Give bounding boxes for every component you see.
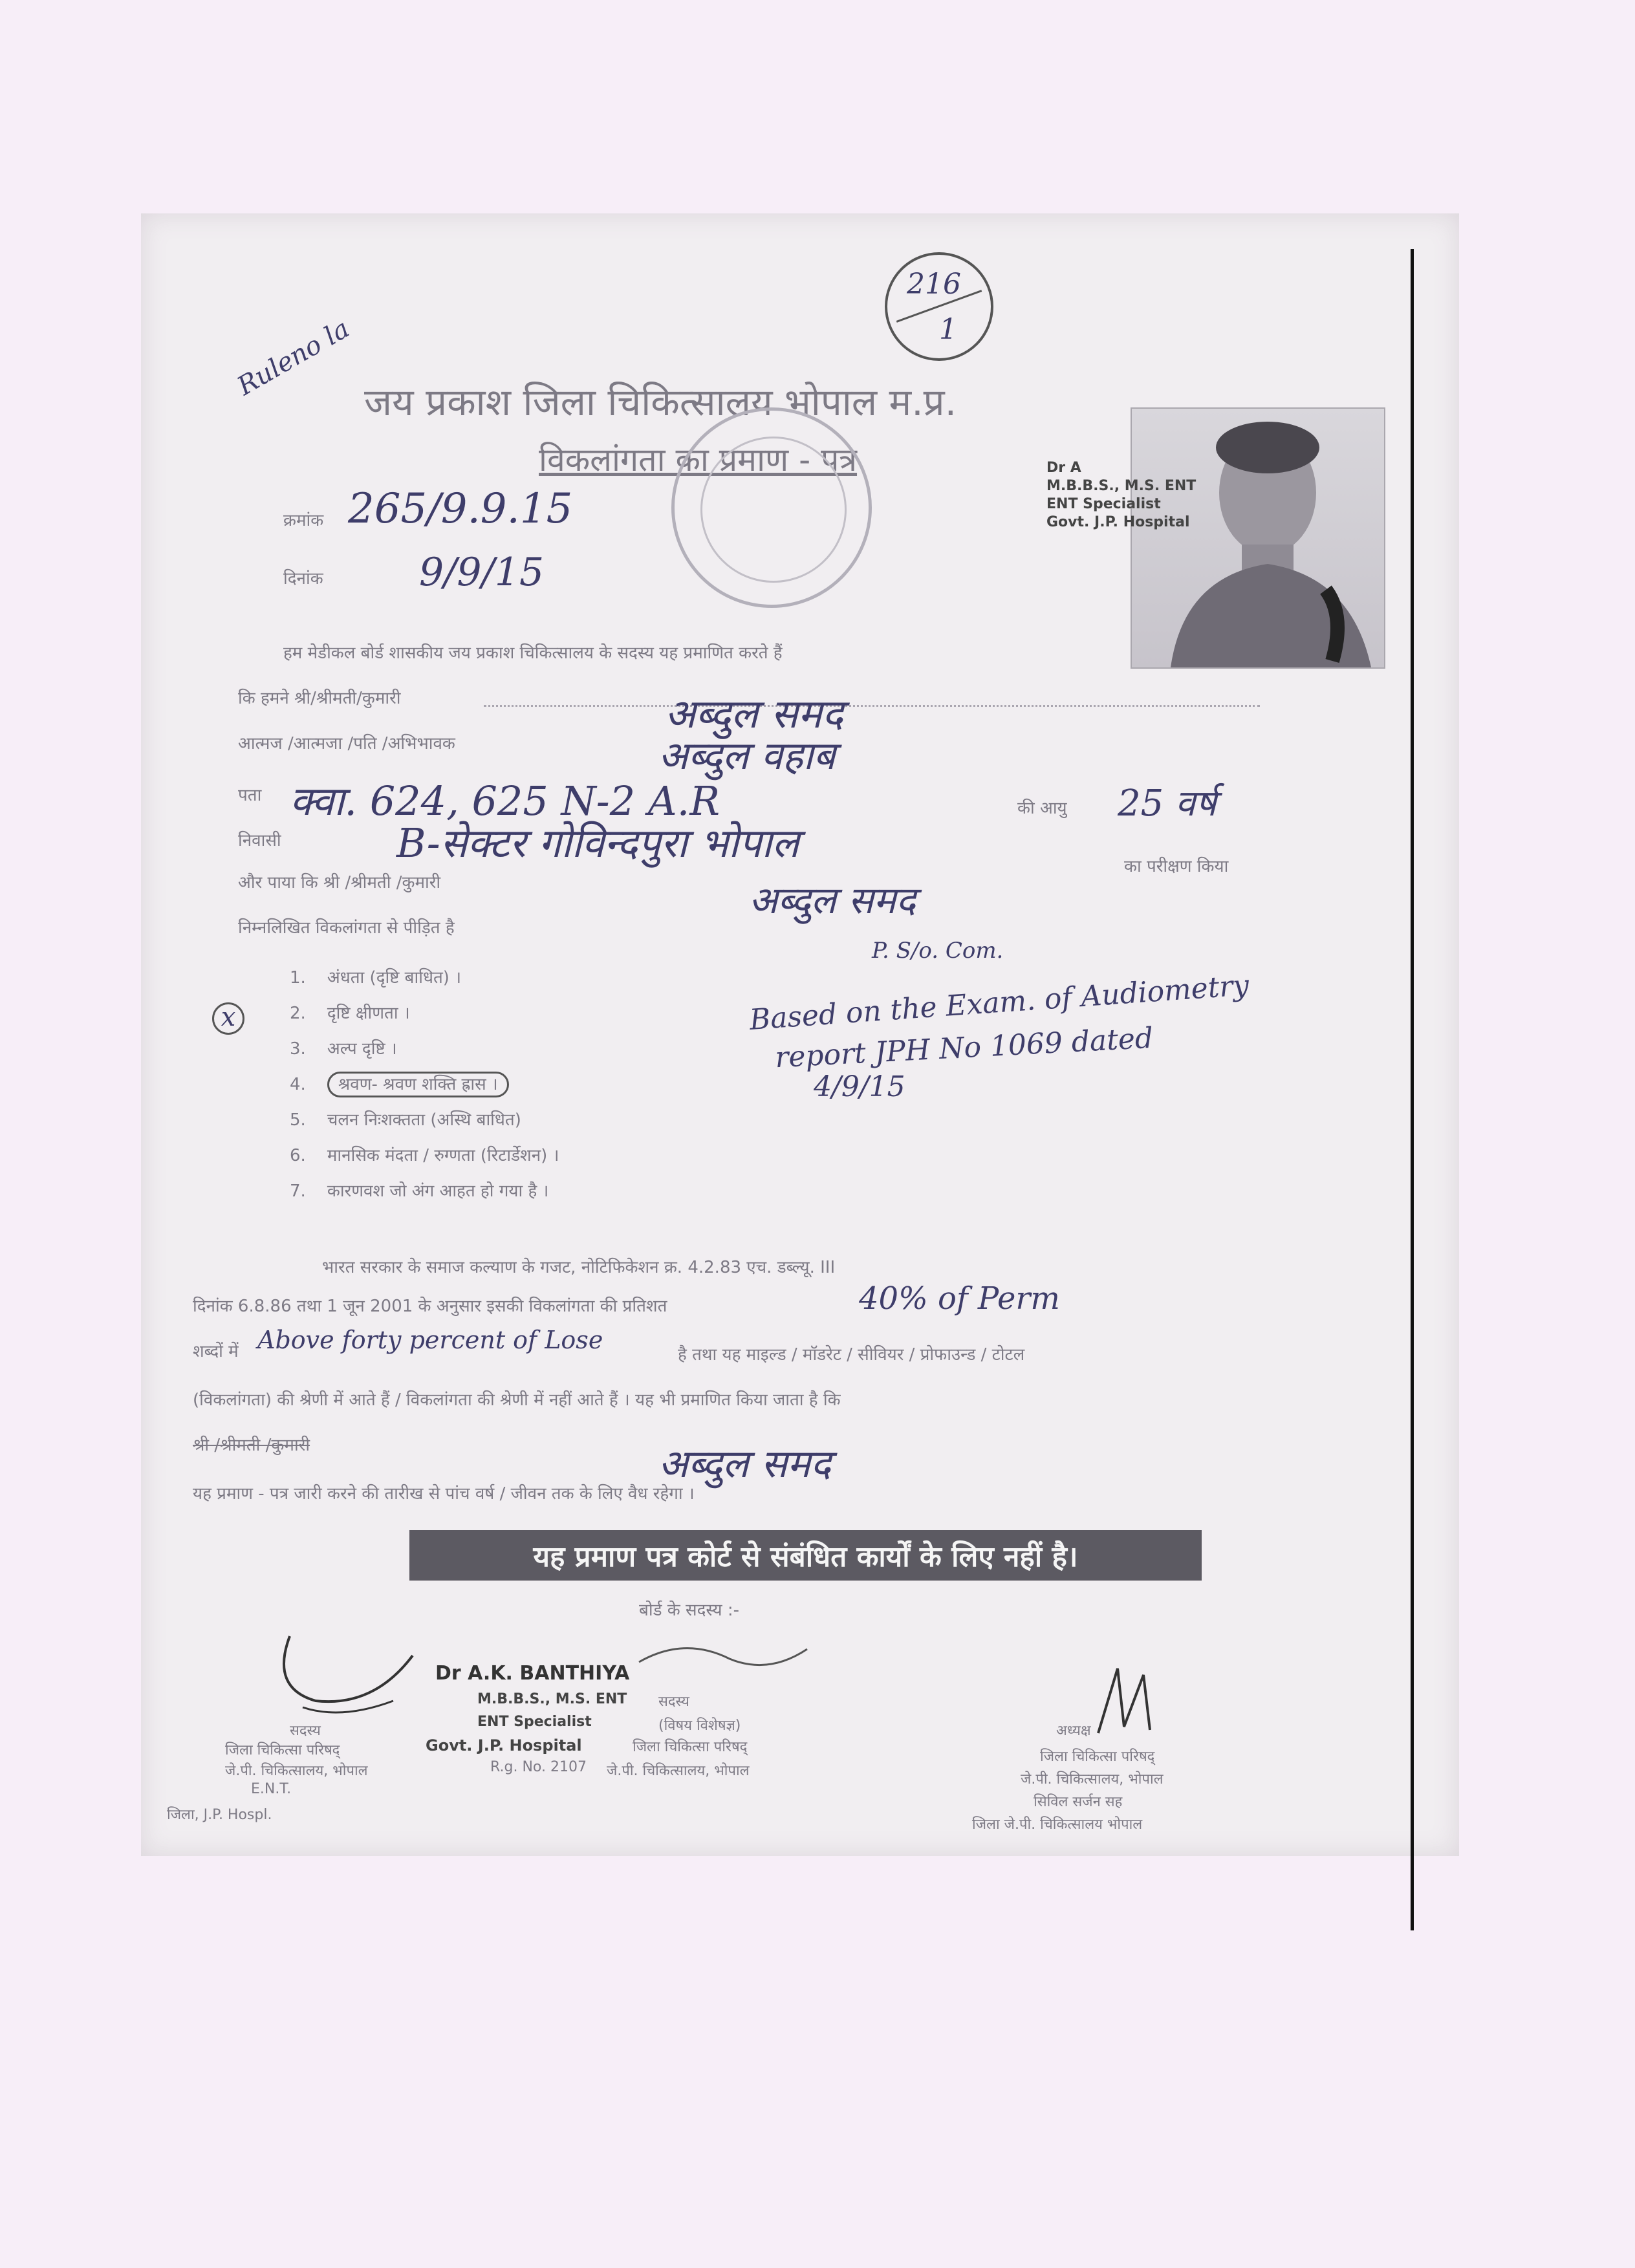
- note-pso: P. S/o. Com.: [872, 938, 1004, 964]
- words-label: शब्दों में: [193, 1342, 239, 1361]
- list-item: 3. अल्प दृष्टि ।: [290, 1039, 397, 1059]
- center-hospital: Govt. J.P. Hospital: [426, 1736, 582, 1755]
- guardian-name: अब्दुल वहाब: [658, 733, 836, 779]
- note-line3: 4/9/15: [814, 1070, 905, 1103]
- gazette-line1: भारत सरकार के समाज कल्याण के गजट, नोटिफिकेशन क्र. 4.2.83 एच. डब्ल्यू. III: [322, 1258, 836, 1277]
- date-label: दिनांक: [283, 569, 323, 589]
- words-value: Above forty percent of Lose: [257, 1326, 603, 1354]
- board-label: बोर्ड के सदस्य :-: [639, 1601, 739, 1620]
- list-item: 2. दृष्टि क्षीणता ।: [290, 1004, 410, 1023]
- examined-label: का परीक्षण किया: [1124, 857, 1229, 876]
- right-line2: जे.पी. चिकित्सालय, भोपाल: [1021, 1771, 1164, 1787]
- list-item: 7. कारणवश जो अंग आहत हो गया है ।: [290, 1182, 549, 1201]
- left-line2: जे.पी. चिकित्सालय, भोपाल: [225, 1763, 368, 1779]
- certificate-sheet: [141, 213, 1459, 1856]
- certificate-title: विकलांगता का प्रमाण - पत्र: [539, 441, 858, 479]
- intro-text: हम मेडीकल बोर्ड शासकीय जय प्रकाश चिकित्सालय के सदस्य यह प्रमाणित करते हैं: [283, 643, 783, 663]
- applicant-photo: [1131, 407, 1385, 669]
- guardian-label: आत्मज /आत्मजा /पति /अभिभावक: [238, 734, 455, 753]
- disability-percent: 40% of Perm: [859, 1280, 1060, 1317]
- left-line1: जिला चिकित्सा परिषद्: [225, 1742, 340, 1758]
- scan-edge-line: [1411, 249, 1414, 1930]
- not-for-court-banner: यह प्रमाण पत्र कोर्ट से संबंधित कार्यों के लिए नहीं है।: [409, 1530, 1202, 1581]
- gazette-line4: (विकलांगता) की श्रेणी में आते हैं / विकलांगता की श्रेणी में नहीं आते हैं । यह भी प्रमाणित किया जाता है कि: [193, 1390, 841, 1410]
- address-label: पता: [238, 786, 262, 805]
- address-value: क्वा. 624, 625 N-2 A.R: [290, 777, 720, 825]
- serial-label: क्रमांक: [283, 511, 324, 530]
- disability-intro: निम्नलिखित विकलांगता से पीड़ित है: [238, 918, 455, 938]
- center-role: सदस्य: [658, 1694, 689, 1710]
- hospital-seal: [671, 407, 872, 608]
- center-reg: R.g. No. 2107: [490, 1759, 587, 1775]
- right-line1: जिला चिकित्सा परिषद्: [1040, 1749, 1155, 1765]
- serial-value: 265/9.9.15: [348, 485, 573, 533]
- center-doctor-name: Dr A.K. BANTHIYA: [435, 1662, 630, 1685]
- applicant-name: अब्दुल समद: [665, 690, 843, 737]
- found-label: और पाया कि श्री /श्रीमती /कुमारी: [238, 873, 441, 892]
- gazette-line3-suffix: है तथा यह माइल्ड / मॉडरेट / सीवियर / प्रोफाउन्ड / टोटल: [678, 1345, 1025, 1365]
- resident-label: निवासी: [238, 831, 281, 850]
- gazette-line2: दिनांक 6.8.86 तथा 1 जून 2001 के अनुसार इसकी विकलांगता की प्रतिशत: [193, 1297, 667, 1316]
- center-signature-icon: [626, 1623, 820, 1688]
- file-number-bottom: 1: [939, 313, 957, 346]
- left-line4: जिला, J.P. Hospl.: [167, 1807, 272, 1823]
- file-number-top: 216: [907, 268, 961, 301]
- note-line1: Based on the Exam. of Audiometry: [748, 969, 1250, 1037]
- corner-annotation: Ruleno la: [232, 314, 355, 402]
- gazette-line5-prefix: श्री /श्रीमती /कुमारी: [193, 1436, 310, 1455]
- left-signature-icon: [264, 1630, 432, 1733]
- center-reg-hi: जे.पी. चिकित्सालय, भोपाल: [607, 1763, 750, 1779]
- circled-file-number: [885, 252, 993, 361]
- certify-label: कि हमने श्री/श्रीमती/कुमारी: [238, 689, 401, 708]
- left-role: सदस्य: [290, 1723, 321, 1739]
- right-role: अध्यक्ष: [1056, 1723, 1091, 1739]
- gazette-line5-name: अब्दुल समद: [658, 1442, 831, 1487]
- left-line3: E.N.T.: [251, 1781, 292, 1797]
- photo-doctor-stamp: Dr A M.B.B.S., M.S. ENT ENT Specialist Govt. J.P. Hospital: [1046, 460, 1196, 530]
- right-line3: सिविल सर्जन सह: [1034, 1794, 1123, 1810]
- date-value: 9/9/15: [419, 550, 545, 595]
- resident-value: B-सेक्टर गोविन्दपुरा भोपाल: [396, 819, 799, 867]
- center-specialty-hi: (विषय विशेषज्ञ): [658, 1718, 741, 1734]
- hospital-name: जय प्रकाश जिला चिकित्सालय भोपाल म.प्र.: [364, 380, 957, 424]
- age-value: 25 वर्ष: [1118, 783, 1217, 825]
- person-photo-icon: [1132, 409, 1384, 667]
- disability-list: [290, 960, 559, 1209]
- note-line2: report JPH No 1069 dated: [774, 1021, 1154, 1075]
- gazette-line6: यह प्रमाण - पत्र जारी करने की तारीख से पांच वर्ष / जीवन तक के लिए वैध रहेगा ।: [193, 1484, 695, 1504]
- right-line4: जिला जे.पी. चिकित्सालय भोपाल: [972, 1817, 1143, 1833]
- list-item: 5. चलन निःशक्तता (अस्थि बाधित): [290, 1110, 521, 1130]
- list-item: 1. अंधता (दृष्टि बाधित) ।: [290, 968, 462, 988]
- list-item: 4. श्रवण- श्रवण शक्ति ह्रास ।: [290, 1067, 559, 1103]
- margin-mark: x: [212, 1002, 244, 1035]
- age-label: की आयु: [1017, 799, 1067, 818]
- center-doctor-degree: M.B.B.S., M.S. ENT: [477, 1691, 627, 1707]
- center-hospital-hi: जिला चिकित्सा परिषद्: [633, 1739, 748, 1755]
- list-item: 6. मानसिक मंदता / रुग्णता (रिटार्डेशन) ।: [290, 1146, 559, 1165]
- found-name: अब्दुल समद: [749, 878, 916, 922]
- center-specialty: ENT Specialist: [477, 1714, 592, 1730]
